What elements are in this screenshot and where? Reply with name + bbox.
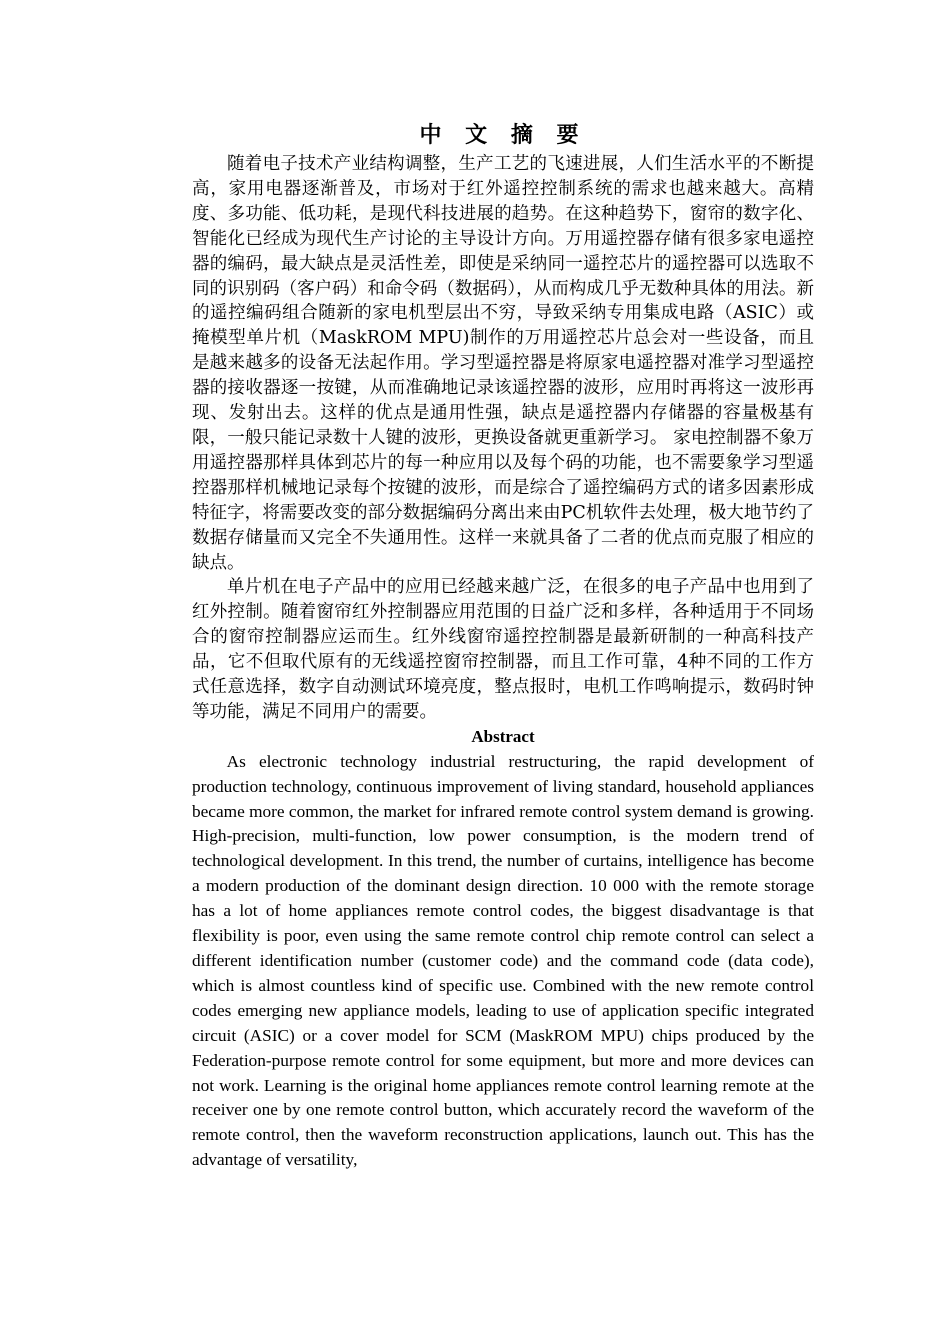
chinese-abstract-paragraph-1: 随着电子技术产业结构调整，生产工艺的飞速进展，人们生活水平的不断提高，家用电器逐渐普及，市场对于红外遥控控制系统的需求也越来越大。高精度、多功能、低功耗，是现代科技进展的趋势。在这种趋势下，窗帘的数字化、智能化已经成为现代生产讨论的主导设计方向。万用遥控器存储有很多家电遥控器的编码，最大缺点是灵活性差，即使是采纳同一遥控芯片的遥控器可以选取不同的识别码（客户码）和命令码（数据码），从而构成几乎无数种具体的用法。新的遥控编码组合随新的家电机型层出不穷，导致采纳专用集成电路（ASIC）或掩模型单片机（MaskROM MPU)制作的万用遥控芯片总会对一些设备，而且是越来越多的设备无法起作用。学习型遥控器是将原家电遥控器对准学习型遥控器的接收器逐一按键，从而准确地记录该遥控器的波形，应用时再将这一波形再现、发射出去。这样的优点是通用性强，缺点是遥控器内存储器的容量极基有限，一般只能记录数十人键的波形，更换设备就更重新学习。 家电控制器不象万用遥控器那样具体到芯片的每一种应用以及每个码的功能，也不需要象学习型遥控器那样机械地记录每个按键的波形，而是综合了遥控编码方式的诸多因素形成特征字，将需要改变的部分数据编码分离出来由PC机软件去处理，极大地节约了数据存储量而又完全不失通用性。这样一来就具备了二者的优点而克服了相应的缺点。 — [192, 154, 814, 573]
chinese-abstract-title: 中 文 摘 要 — [419, 123, 587, 148]
english-abstract-title: Abstract — [471, 726, 535, 746]
chinese-abstract-paragraph-2: 单片机在电子产品中的应用已经越来越广泛，在很多的电子产品中也用到了红外控制。随着窗帘红外控制器应用范围的日益广泛和多样，各种适用于不同场合的窗帘控制器应运而生。红外线窗帘遥控控制器是最新研制的一种高科技产品，它不但取代原有的无线遥控窗帘控制器，而且工作可靠，4种不同的工作方式任意选择，数字自动测试环境亮度，整点报时，电机工作鸣响提示，数码时钟等功能，满足不同用户的需要。 — [192, 577, 814, 722]
document-page — [192, 120, 814, 1173]
english-abstract-paragraph-1: As electronic technology industrial restructuring, the rapid development of production technology, continuous improvement of living standard, household appliances became more common, the market for infrared remote control system demand is growing. High-precision, multi-function, low power consumption, is the modern trend of technological development. In this trend, the number of curtains, intelligence has become a modern production of the dominant design direction. 10 000 with the remote storage has a lot of home appliances remote control codes, the biggest disadvantage is that flexibility is poor, even using the same remote control chip remote control can select a different identification number (customer code) and the command code (data code), which is almost countless kind of specific use. Combined with the new remote control codes emerging new appliance models, leading to use of application specific integrated circuit (ASIC) or a cover model for SCM (MaskROM MPU) chips produced by the Federation-purpose remote control for some equipment, but more and more devices can not work. Learning is the original home appliances remote control learning remote at the receiver one by one remote control button, which accurately record the waveform of the remote control, then the waveform reconstruction applications, launch out. This has the advantage of versatility, — [192, 751, 814, 1170]
